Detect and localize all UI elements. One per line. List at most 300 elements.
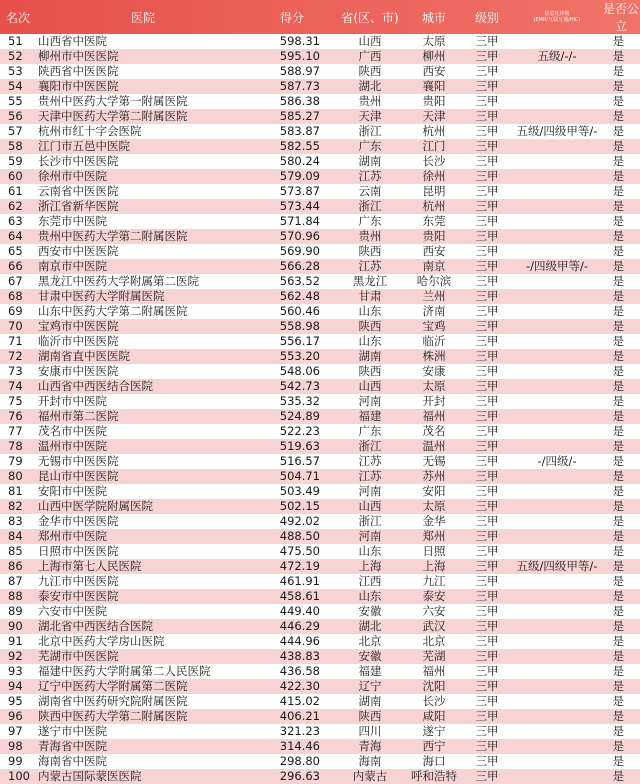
public-cell: 是: [612, 379, 624, 393]
hospital-cell: 南京市中医院: [38, 259, 107, 273]
table-row: [0, 529, 640, 544]
rank-cell: 87: [8, 574, 23, 588]
city-cell: 日照: [422, 544, 446, 558]
table-row: [0, 409, 640, 424]
info-rating-cell: [512, 229, 602, 244]
score-cell: 475.50: [279, 544, 320, 558]
score-cell: 502.15: [279, 499, 320, 513]
rank-cell: 60: [8, 169, 23, 183]
public-cell: 是: [612, 184, 624, 198]
rank-cell: 62: [8, 199, 23, 213]
level-cell: 三甲: [475, 514, 499, 528]
info-rating-cell: [512, 754, 602, 769]
hospital-cell: 日照市中医医院: [38, 544, 119, 558]
level-cell: 三甲: [475, 754, 499, 768]
hospital-cell: 福州市第二医院: [38, 409, 119, 423]
hospital-cell: 遂宁市中医院: [38, 724, 107, 738]
rank-cell: 69: [8, 304, 23, 318]
rank-cell: 52: [8, 49, 23, 63]
rank-cell: 70: [8, 319, 23, 333]
info-rating-cell: [512, 709, 602, 724]
province-cell: 内蒙古: [352, 769, 388, 783]
table-row: [0, 289, 640, 304]
public-cell: 是: [612, 94, 624, 108]
table-row: [0, 124, 640, 139]
info-rating-cell: [512, 34, 602, 49]
city-cell: 金华: [422, 514, 446, 528]
rank-cell: 100: [8, 769, 30, 783]
level-cell: 三甲: [475, 589, 499, 603]
city-cell: 西安: [422, 64, 446, 78]
table-row: [0, 64, 640, 79]
province-cell: 青海: [358, 739, 382, 753]
city-cell: 呼和浩特: [411, 769, 457, 783]
score-cell: 461.91: [279, 574, 320, 588]
city-cell: 西宁: [422, 739, 446, 753]
info-rating-cell: [512, 529, 602, 544]
province-cell: 河南: [358, 394, 382, 408]
public-cell: 是: [612, 334, 624, 348]
score-cell: 548.06: [279, 364, 320, 378]
rank-cell: 64: [8, 229, 23, 243]
level-cell: 三甲: [475, 214, 499, 228]
info-rating-cell: [512, 574, 602, 589]
hospital-cell: 泰安市中医医院: [38, 589, 119, 603]
level-cell: 三甲: [475, 394, 499, 408]
city-cell: 南京: [422, 259, 446, 273]
province-cell: 安徽: [358, 649, 382, 663]
city-cell: 徐州: [422, 169, 446, 183]
table-row: [0, 229, 640, 244]
city-cell: 武汉: [422, 619, 446, 633]
city-cell: 江门: [422, 139, 446, 153]
hospital-cell: 六安市中医院: [38, 604, 107, 618]
table-row: [0, 349, 640, 364]
table-row: [0, 199, 640, 214]
score-cell: 446.29: [279, 619, 320, 633]
city-cell: 芜湖: [422, 649, 446, 663]
province-cell: 广东: [358, 139, 382, 153]
table-row: [0, 379, 640, 394]
province-cell: 陕西: [358, 244, 382, 258]
province-cell: 河南: [358, 484, 382, 498]
hospital-cell: 西安市中医医院: [38, 244, 119, 258]
hospital-cell: 茂名市中医院: [38, 424, 107, 438]
score-cell: 573.87: [279, 184, 320, 198]
score-cell: 571.84: [279, 214, 320, 228]
info-rating-cell: [512, 154, 602, 169]
info-rating-cell: [512, 409, 602, 424]
info-rating-cell: [512, 469, 602, 484]
level-cell: 三甲: [475, 769, 499, 783]
score-cell: 516.57: [279, 454, 320, 468]
rank-cell: 78: [8, 439, 23, 453]
level-cell: 三甲: [475, 244, 499, 258]
score-cell: 519.63: [279, 439, 320, 453]
info-rating-cell: -/四级甲等/-: [525, 259, 589, 273]
rank-cell: 74: [8, 379, 23, 393]
table-row: [0, 709, 640, 724]
province-cell: 浙江: [358, 199, 382, 213]
city-cell: 安阳: [422, 484, 446, 498]
level-cell: 三甲: [475, 334, 499, 348]
city-cell: 杭州: [422, 199, 446, 213]
info-rating-cell: -/四级/-: [537, 454, 577, 468]
info-rating-cell: [512, 334, 602, 349]
score-cell: 298.80: [279, 754, 320, 768]
public-cell: 是: [612, 364, 624, 378]
rank-cell: 55: [8, 94, 23, 108]
city-cell: 温州: [422, 439, 446, 453]
table-row: [0, 484, 640, 499]
rank-cell: 68: [8, 289, 23, 303]
level-cell: 三甲: [475, 544, 499, 558]
public-cell: 是: [612, 499, 624, 513]
score-cell: 579.09: [279, 169, 320, 183]
hospital-cell: 郑州市中医院: [38, 529, 107, 543]
public-cell: 是: [612, 694, 624, 708]
hospital-cell: 安康市中医医院: [38, 364, 119, 378]
table-row: [0, 169, 640, 184]
province-cell: 福建: [358, 409, 382, 423]
province-cell: 山西: [358, 499, 382, 513]
score-cell: 296.63: [279, 769, 320, 783]
header-level: 级别: [474, 10, 499, 25]
public-cell: 是: [612, 469, 624, 483]
hospital-cell: 山西中医学院附属医院: [38, 499, 153, 513]
rank-cell: 63: [8, 214, 23, 228]
table-row: [0, 739, 640, 754]
city-cell: 长沙: [422, 694, 446, 708]
table-row: [0, 724, 640, 739]
score-cell: 580.24: [279, 154, 320, 168]
rank-cell: 96: [8, 709, 23, 723]
table-row: [0, 244, 640, 259]
hospital-cell: 温州市中医院: [38, 439, 107, 453]
level-cell: 三甲: [475, 94, 499, 108]
public-cell: 是: [612, 724, 624, 738]
public-cell: 是: [612, 289, 624, 303]
level-cell: 三甲: [475, 379, 499, 393]
header-info-rating: 信息化评级 (EMR/互联互通/HIC): [533, 11, 581, 23]
province-cell: 海南: [358, 754, 382, 768]
rank-cell: 77: [8, 424, 23, 438]
info-rating-cell: [512, 769, 602, 784]
rank-cell: 85: [8, 544, 23, 558]
score-cell: 573.44: [279, 199, 320, 213]
level-cell: 三甲: [475, 739, 499, 753]
city-cell: 贵阳: [422, 94, 446, 108]
hospital-cell: 九江市中医医院: [38, 574, 119, 588]
hospital-cell: 长沙市中医医院: [38, 154, 119, 168]
hospital-cell: 山西省中西医结合医院: [38, 379, 153, 393]
province-cell: 黑龙江: [352, 274, 388, 288]
rank-cell: 81: [8, 484, 23, 498]
rank-cell: 84: [8, 529, 23, 543]
level-cell: 三甲: [475, 499, 499, 513]
info-rating-cell: [512, 274, 602, 289]
score-cell: 503.49: [279, 484, 320, 498]
city-cell: 兰州: [422, 289, 446, 303]
rank-cell: 88: [8, 589, 23, 603]
score-cell: 488.50: [279, 529, 320, 543]
province-cell: 山西: [358, 379, 382, 393]
level-cell: 三甲: [475, 649, 499, 663]
score-cell: 444.96: [279, 634, 320, 648]
public-cell: 是: [612, 409, 624, 423]
score-cell: 560.46: [279, 304, 320, 318]
table-row: [0, 664, 640, 679]
level-cell: 三甲: [475, 709, 499, 723]
level-cell: 三甲: [475, 424, 499, 438]
info-rating-cell: [512, 499, 602, 514]
table-row: [0, 154, 640, 169]
hospital-cell: 临沂市中医医院: [38, 334, 119, 348]
city-cell: 海口: [422, 754, 446, 768]
city-cell: 宝鸡: [422, 319, 446, 333]
info-rating-cell: [512, 544, 602, 559]
rank-cell: 92: [8, 649, 23, 663]
rank-cell: 89: [8, 604, 23, 618]
rank-cell: 95: [8, 694, 23, 708]
city-cell: 太原: [422, 34, 446, 48]
table-header-row: [0, 0, 640, 34]
table-row: [0, 214, 640, 229]
info-rating-cell: [512, 199, 602, 214]
public-cell: 是: [612, 124, 624, 138]
public-cell: 是: [612, 769, 624, 783]
info-rating-cell: [512, 439, 602, 454]
public-cell: 是: [612, 439, 624, 453]
info-rating-cell: [512, 724, 602, 739]
city-cell: 株洲: [422, 349, 446, 363]
level-cell: 三甲: [475, 439, 499, 453]
public-cell: 是: [612, 649, 624, 663]
public-cell: 是: [612, 244, 624, 258]
rank-cell: 91: [8, 634, 23, 648]
table-row: [0, 559, 640, 574]
score-cell: 562.48: [279, 289, 320, 303]
hospital-cell: 宝鸡市中医医院: [38, 319, 119, 333]
info-rating-cell: [512, 379, 602, 394]
table-row: [0, 319, 640, 334]
info-rating-cell: [512, 394, 602, 409]
province-cell: 陕西: [358, 64, 382, 78]
public-cell: 是: [612, 229, 624, 243]
info-rating-cell: [512, 739, 602, 754]
score-cell: 522.23: [279, 424, 320, 438]
rank-cell: 90: [8, 619, 23, 633]
public-cell: 是: [612, 619, 624, 633]
public-cell: 是: [612, 574, 624, 588]
score-cell: 314.46: [279, 739, 320, 753]
public-cell: 是: [612, 664, 624, 678]
province-cell: 湖南: [358, 694, 382, 708]
city-cell: 安康: [422, 364, 446, 378]
table-row: [0, 649, 640, 664]
table-row: [0, 334, 640, 349]
public-cell: 是: [612, 199, 624, 213]
city-cell: 九江: [422, 574, 446, 588]
table-row: [0, 424, 640, 439]
rank-cell: 56: [8, 109, 23, 123]
city-cell: 咸阳: [422, 709, 446, 723]
province-cell: 上海: [358, 559, 382, 573]
province-cell: 浙江: [358, 124, 382, 138]
hospital-cell: 黑龙江中医药大学附属第二医院: [38, 274, 199, 288]
city-cell: 太原: [422, 499, 446, 513]
public-cell: 是: [612, 169, 624, 183]
public-cell: 是: [612, 709, 624, 723]
table-row: [0, 34, 640, 49]
public-cell: 是: [612, 214, 624, 228]
level-cell: 三甲: [475, 559, 499, 573]
table-row: [0, 499, 640, 514]
level-cell: 三甲: [475, 34, 499, 48]
province-cell: 贵州: [358, 94, 382, 108]
public-cell: 是: [612, 514, 624, 528]
info-rating-cell: [512, 64, 602, 79]
table-row: [0, 754, 640, 769]
table-row: [0, 634, 640, 649]
hospital-cell: 湖北省中西医结合医院: [38, 619, 153, 633]
hospital-cell: 内蒙古国际蒙医医院: [38, 769, 142, 783]
province-cell: 北京: [358, 634, 382, 648]
level-cell: 三甲: [475, 724, 499, 738]
province-cell: 山西: [358, 34, 382, 48]
table-row: [0, 274, 640, 289]
level-cell: 三甲: [475, 454, 499, 468]
province-cell: 云南: [358, 184, 382, 198]
header-score: 得分: [279, 10, 304, 25]
province-cell: 广东: [358, 214, 382, 228]
score-cell: 588.97: [279, 64, 320, 78]
rank-cell: 65: [8, 244, 23, 258]
city-cell: 太原: [422, 379, 446, 393]
public-cell: 是: [612, 454, 624, 468]
city-cell: 苏州: [422, 469, 446, 483]
score-cell: 558.98: [279, 319, 320, 333]
info-rating-cell: [512, 304, 602, 319]
score-cell: 569.90: [279, 244, 320, 258]
hospital-cell: 北京中医药大学房山医院: [38, 634, 165, 648]
public-cell: 是: [612, 634, 624, 648]
level-cell: 三甲: [475, 184, 499, 198]
hospital-cell: 甘肃中医药大学附属医院: [38, 289, 165, 303]
city-cell: 北京: [422, 634, 446, 648]
table-row: [0, 364, 640, 379]
city-cell: 长沙: [422, 154, 446, 168]
score-cell: 492.02: [279, 514, 320, 528]
score-cell: 586.38: [279, 94, 320, 108]
city-cell: 无锡: [422, 454, 446, 468]
table-row: [0, 184, 640, 199]
public-cell: 是: [612, 319, 624, 333]
score-cell: 570.96: [279, 229, 320, 243]
rank-cell: 58: [8, 139, 23, 153]
table-row: [0, 139, 640, 154]
hospital-cell: 海南省中医院: [38, 754, 107, 768]
hospital-cell: 陕西省中医医院: [38, 64, 119, 78]
hospital-cell: 浙江省新华医院: [38, 199, 119, 213]
level-cell: 三甲: [475, 319, 499, 333]
info-rating-cell: [512, 184, 602, 199]
score-cell: 535.32: [279, 394, 320, 408]
hospital-cell: 安阳市中医院: [38, 484, 107, 498]
score-cell: 553.20: [279, 349, 320, 363]
public-cell: 是: [612, 679, 624, 693]
province-cell: 浙江: [358, 514, 382, 528]
city-cell: 天津: [422, 109, 446, 123]
score-cell: 436.58: [279, 664, 320, 678]
header-rank: 名次: [5, 10, 30, 25]
city-cell: 临沂: [422, 334, 446, 348]
level-cell: 三甲: [475, 349, 499, 363]
hospital-cell: 山西省中医院: [38, 34, 107, 48]
table-row: [0, 454, 640, 469]
public-cell: 是: [612, 259, 624, 273]
score-cell: 458.61: [279, 589, 320, 603]
level-cell: 三甲: [475, 664, 499, 678]
info-rating-cell: [512, 94, 602, 109]
table-row: [0, 619, 640, 634]
table-row: [0, 469, 640, 484]
score-cell: 524.89: [279, 409, 320, 423]
rank-cell: 73: [8, 364, 23, 378]
hospital-cell: 无锡市中医医院: [38, 454, 119, 468]
level-cell: 三甲: [475, 79, 499, 93]
province-cell: 山东: [358, 589, 382, 603]
hospital-cell: 青海省中医院: [38, 739, 107, 753]
score-cell: 406.21: [279, 709, 320, 723]
province-cell: 陕西: [358, 319, 382, 333]
info-rating-cell: 五级/-/-: [537, 49, 577, 63]
public-cell: 是: [612, 559, 624, 573]
table-row: [0, 79, 640, 94]
hospital-cell: 杭州市红十字会医院: [38, 124, 142, 138]
province-cell: 浙江: [358, 439, 382, 453]
public-cell: 是: [612, 349, 624, 363]
city-cell: 西安: [422, 244, 446, 258]
level-cell: 三甲: [475, 289, 499, 303]
rank-cell: 59: [8, 154, 23, 168]
info-rating-cell: [512, 484, 602, 499]
province-cell: 辽宁: [358, 679, 382, 693]
level-cell: 三甲: [475, 154, 499, 168]
table-row: [0, 589, 640, 604]
hospital-cell: 天津中医药大学第二附属医院: [38, 109, 188, 123]
public-cell: 是: [612, 544, 624, 558]
table-row: [0, 94, 640, 109]
rank-cell: 80: [8, 469, 23, 483]
info-rating-cell: [512, 694, 602, 709]
province-cell: 广东: [358, 424, 382, 438]
score-cell: 566.28: [279, 259, 320, 273]
hospital-cell: 贵州中医药大学第一附属医院: [38, 94, 188, 108]
rank-cell: 75: [8, 394, 23, 408]
level-cell: 三甲: [475, 259, 499, 273]
info-rating-cell: [512, 109, 602, 124]
rank-cell: 57: [8, 124, 23, 138]
public-cell: 是: [612, 79, 624, 93]
score-cell: 438.83: [279, 649, 320, 663]
score-cell: 472.19: [279, 559, 320, 573]
header-city: 城市: [421, 10, 446, 25]
level-cell: 三甲: [475, 199, 499, 213]
province-cell: 江苏: [358, 259, 382, 273]
hospital-cell: 湖南省直中医医院: [38, 349, 130, 363]
score-cell: 542.73: [279, 379, 320, 393]
